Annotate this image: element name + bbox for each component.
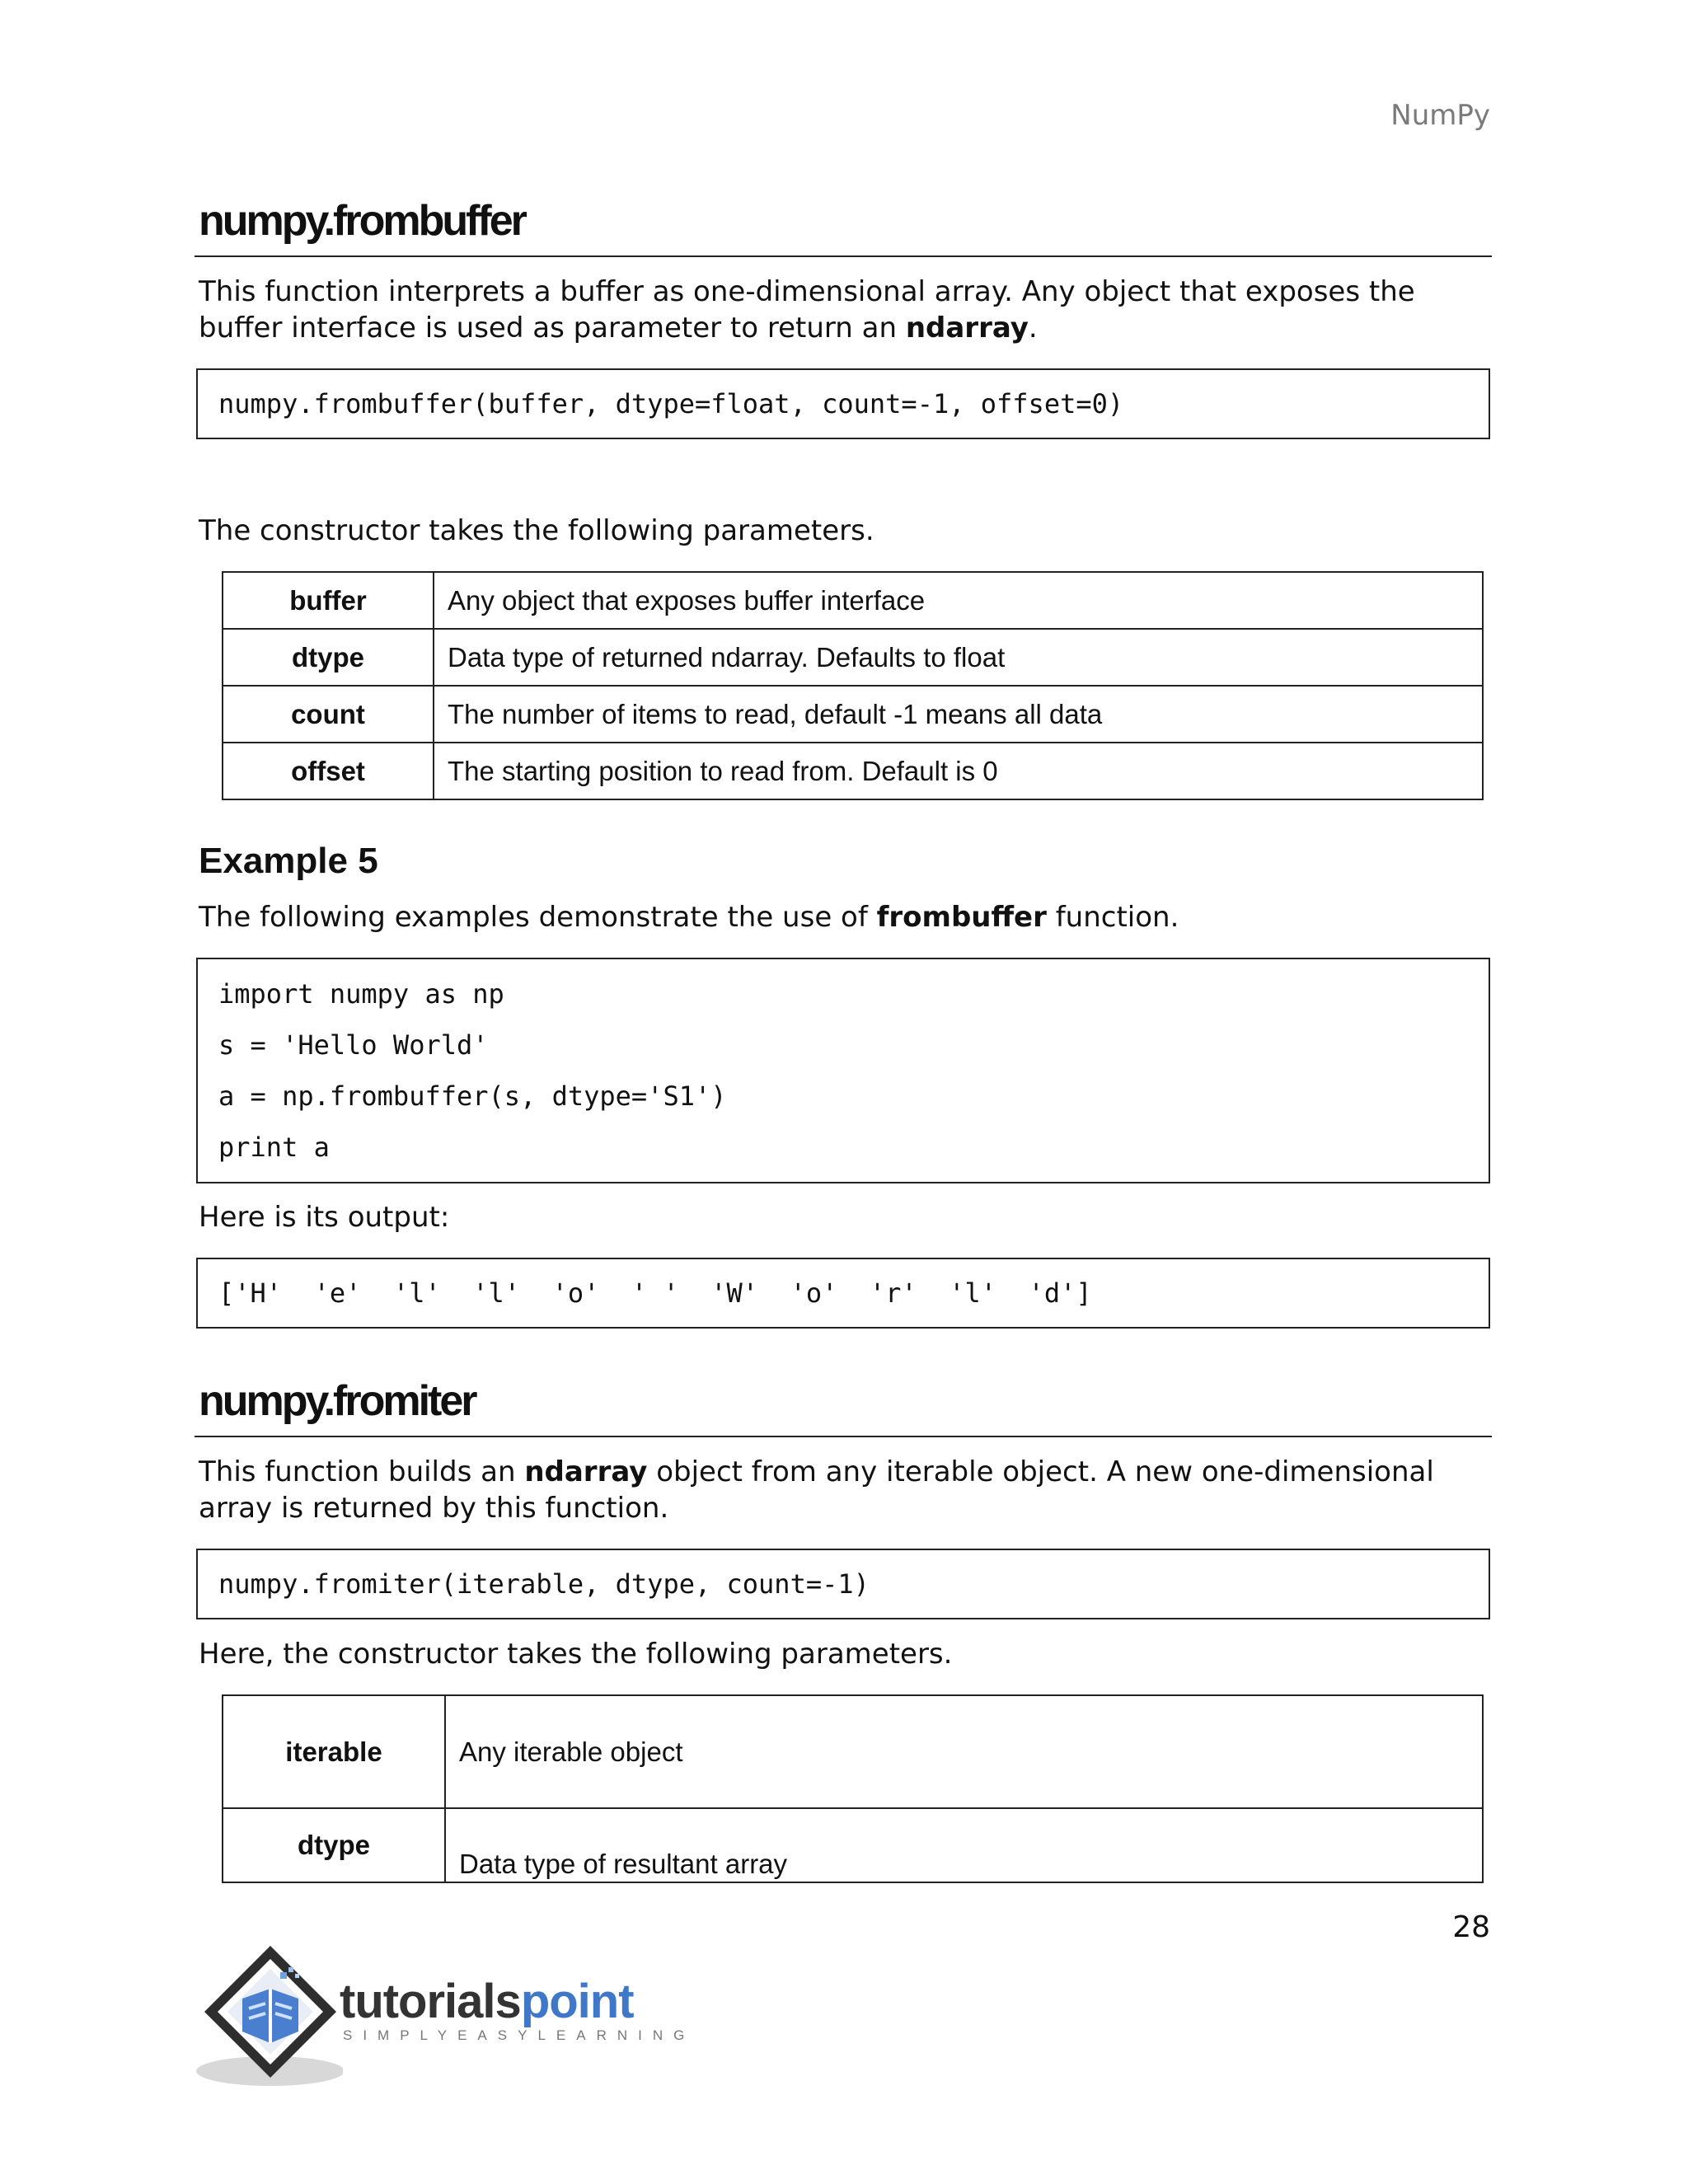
table-row [223,1695,1483,1808]
param-name: count [223,686,434,743]
example-description: The following examples demonstrate the use of frombuffer function. [199,901,1179,934]
section-heading-frombuffer: numpy.frombuffer [199,197,525,245]
table-row [223,686,1483,743]
code-line: numpy.fromiter(iterable, dtype, count=-1) [218,1568,870,1600]
heading-rule [195,1436,1492,1437]
code-line: numpy.frombuffer(buffer, dtype=float, count=-1, offset=0) [218,388,1124,419]
frombuffer-signature-box [196,368,1490,439]
code-line: a = np.frombuffer(s, dtype='S1') [218,1080,727,1112]
param-name: dtype [223,1808,445,1882]
code-line: s = 'Hello World' [218,1029,489,1061]
param-desc: Any object that exposes buffer interface [434,572,1483,629]
example-heading: Example 5 [199,841,378,881]
table-row [223,572,1483,629]
fromiter-params-table [222,1694,1484,1883]
code-line: print a [218,1132,330,1163]
inline-bold: frombuffer [876,901,1047,934]
param-name: buffer [223,572,434,629]
logo-wordmark: tutorialspoint [340,1975,634,2028]
param-name: dtype [223,629,434,686]
page-number: 28 [1452,1910,1490,1944]
frombuffer-params-table [222,571,1484,800]
code-line: import numpy as np [218,978,504,1010]
code-line: ['H' 'e' 'l' 'l' 'o' ' ' 'W' 'o' 'r' 'l' 'd'] [218,1277,1092,1309]
tutorialspoint-logo-icon [195,1941,343,2089]
table-row [223,1808,1483,1882]
param-desc: The number of items to read, default -1 means all data [434,686,1483,743]
inline-bold: ndarray [905,312,1029,344]
inline-bold: ndarray [524,1455,648,1488]
frombuffer-intro: This function interprets a buffer as one-dimensional array. Any object that exposes the buffer interface is used as parameter to return an ndarray. [199,275,1415,344]
logo-tagline: SIMPLYEASYLEARNING [343,2027,696,2043]
table-row [223,743,1483,799]
example-code-box [196,958,1490,1183]
heading-rule [195,255,1492,257]
param-desc: Any iterable object [445,1695,1483,1808]
param-name: iterable [223,1695,445,1808]
param-name: offset [223,743,434,799]
output-box [196,1258,1490,1329]
output-label: Here is its output: [199,1201,450,1234]
fromiter-signature-box [196,1549,1490,1619]
param-desc: Data type of returned ndarray. Defaults to float [434,629,1483,686]
section-heading-fromiter: numpy.fromiter [199,1377,476,1425]
fromiter-intro: This function builds an ndarray object from any iterable object. A new one-dimensional array is returned by this function. [199,1455,1434,1525]
param-desc: The starting position to read from. Default is 0 [434,743,1483,799]
param-desc: Data type of resultant array [445,1808,1483,1882]
table-row [223,629,1483,686]
params-intro: The constructor takes the following parameters. [199,514,874,547]
params-intro: Here, the constructor takes the following parameters. [199,1638,953,1671]
running-header: NumPy [1390,99,1490,132]
